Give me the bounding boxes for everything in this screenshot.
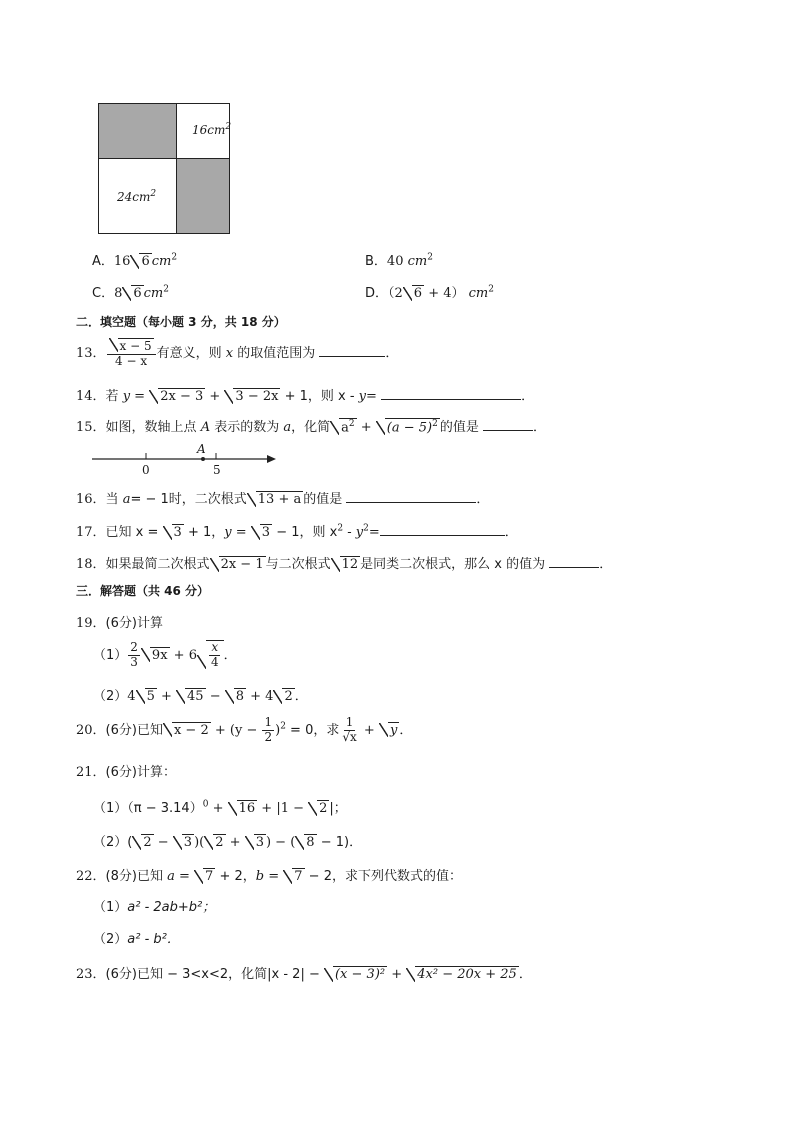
question-21: 21．(6分)计算： [76, 765, 176, 780]
question-19: 19．(6分)计算 [76, 616, 163, 631]
option-d[interactable]: D．（2 6 + 4） $cm^2$ [365, 284, 494, 301]
question-17: 17．已知 x = 3 + 1，y = 3 − 1，则 $x^2 - y^2=$ ． [76, 523, 518, 540]
question-21-part-2: （2）( 2 − 3 )( 2 + 3 ) − ( 8 − 1)． [93, 835, 363, 850]
question-21-part-1: $(1)(\pi - 3.14)^0 + 16 + |1 - 2$ |； [93, 799, 347, 816]
number-line-label-zero: 0 [142, 463, 150, 477]
option-a[interactable]: A．16 6 $cm^2$ [92, 252, 178, 269]
question-13: 13． $\frac{x - 5}{4 - x}$ 有意义，则 x 的取值范围为 ． [76, 339, 399, 368]
shaded-square-top-left [99, 104, 176, 158]
label-24cm: 24cm [117, 190, 151, 204]
section-3-title: 三．解答题（共 46 分） [76, 584, 210, 598]
question-20: 20．(6分)已知 x − 2 + (y − $\frac{1}{2}$ )$^2$ = 0，求 $\frac{1}{√x}$ + y ． [76, 715, 413, 744]
number-line-label-five: 5 [213, 463, 221, 477]
answer-blank-15[interactable] [483, 418, 533, 431]
question-16: 16．当 a= − 1时，二次根式 13 + a 的值是 ． [76, 492, 490, 507]
question-19-part-1: （1） $\frac{2}{3}$ 9x + 6 $\frac{x}{4}$ ． [93, 640, 237, 669]
square-top-right: $16cm^2$ [176, 104, 229, 158]
question-18: 18．如果最简二次根式 2x − 1 与二次根式 12 是同类二次根式，那么 x 的值为 ． [76, 557, 613, 572]
question-19-part-2: （2）4 5 + 45 − 8 + 4 2 ． [93, 689, 308, 704]
option-c[interactable]: C．8 6 $cm^2$ [92, 284, 169, 301]
question-14: 14．若 y = 2x − 3 + 3 − 2x + 1，则 x - y= ． [76, 389, 535, 404]
question-22: 22．(8分)已知 a = 7 + 2，b = 7 − 2，求下列代数式的值： [76, 869, 462, 884]
question-15: 15．如图，数轴上点 A 表示的数为 a，化简 $a^2 + (a - 5)^2$ 的值是 ． [76, 418, 547, 435]
label-16cm: 16cm [192, 123, 226, 137]
answer-blank-14[interactable] [381, 387, 521, 400]
question-22-part-2: （2）a² - b²． [93, 932, 180, 947]
square-figure [98, 103, 230, 234]
square-bottom-left: $24cm^2$ [99, 158, 176, 233]
number-line-point-a: A [197, 442, 206, 456]
option-b[interactable]: B．40 $cm^2$ [365, 252, 433, 269]
answer-blank-16[interactable] [346, 490, 476, 503]
question-22-part-1: （1）a² - 2ab+b²； [93, 900, 216, 915]
shaded-square-bottom-right [176, 158, 229, 233]
section-2-title: 二．填空题（每小题 3 分，共 18 分） [76, 315, 286, 329]
number-line [90, 442, 280, 476]
question-23: 23．(6分)已知 − 3<x<2，化简|x - 2| − (x − 3)² + 4x² − 20x + 25 ． [76, 967, 532, 982]
answer-blank-17[interactable] [380, 523, 505, 536]
answer-blank-13[interactable] [319, 344, 385, 357]
answer-blank-18[interactable] [549, 555, 599, 568]
